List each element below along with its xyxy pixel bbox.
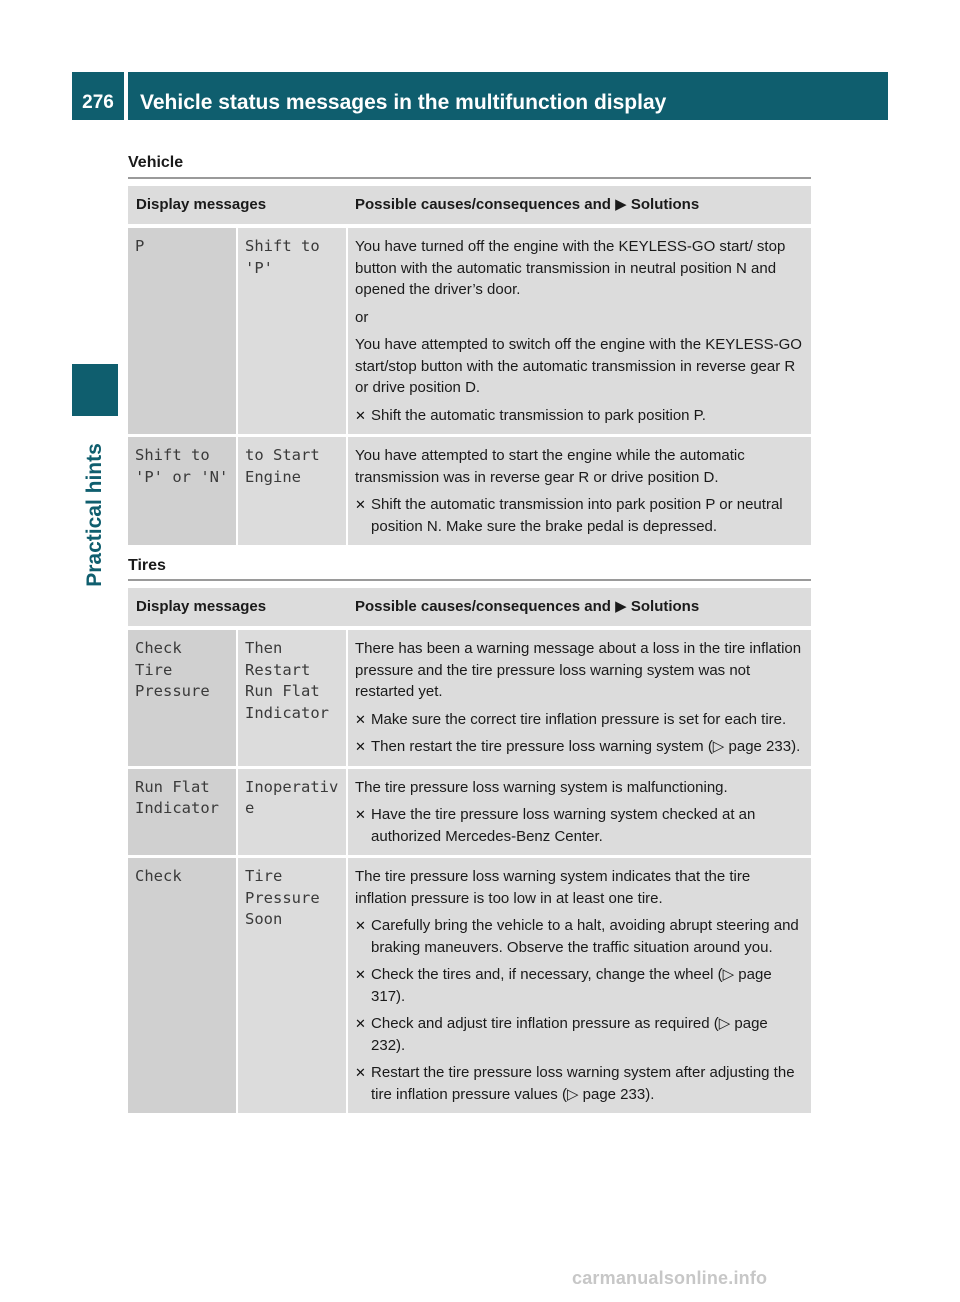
cause-paragraph: The tire pressure loss warning system is malfunctioning. (355, 778, 728, 796)
cause-paragraph: or (355, 308, 369, 326)
page-header (72, 72, 888, 120)
side-tab-label: Practical hints (83, 443, 106, 587)
solution-step-text: Make sure the correct tire inflation pressure is set for each tire. (371, 710, 787, 728)
display-message-part1 (128, 226, 237, 436)
display-message-text: Tire Pressure Soon (245, 867, 320, 928)
solution-step (355, 964, 805, 1007)
step-marker-icon: ✕ (355, 967, 366, 982)
tires-messages-table (128, 588, 811, 1116)
solution-step (355, 804, 805, 847)
table-row (128, 857, 811, 1115)
solution-step (355, 494, 805, 537)
solution-step-text: Check and adjust tire inflation pressure as required (▷ page 232). (371, 1015, 768, 1054)
solution-step-text: Shift the automatic transmission to park position P. (371, 406, 706, 424)
causes-solutions-cell (347, 628, 811, 767)
cause-paragraph: The tire pressure loss warning system indicates that the tire inflation pressure is too low in at least one tire. (355, 868, 751, 907)
watermark: carmanualsonline.info (572, 1268, 768, 1288)
step-marker-icon: ✕ (355, 407, 366, 423)
page-title: Vehicle status messages in the multifunction display (128, 72, 888, 120)
solution-step-text: Restart the tire pressure loss warning system after adjusting the tire inflation pressure values (▷ page 233). (371, 1064, 795, 1103)
causes-solutions-cell (347, 226, 811, 436)
display-message-part2 (237, 226, 347, 436)
solution-step (355, 709, 805, 731)
vehicle-messages-table (128, 186, 811, 548)
display-message-text: Inoperativ e (245, 777, 339, 817)
step-marker-icon: ✕ (355, 711, 366, 727)
solution-step (355, 1013, 805, 1056)
table-row (128, 767, 811, 857)
display-message-text: Check Tire Pressure (135, 639, 210, 700)
header-solutions-suffix: Solutions (626, 196, 700, 214)
section-rule (128, 579, 811, 581)
display-message-part1 (128, 767, 237, 857)
header-solutions (347, 588, 811, 628)
solution-step-text: Have the tire pressure loss warning system checked at an authorized Mercedes-Benz Center. (371, 806, 756, 845)
arrow-right-icon: ▶ (615, 598, 627, 616)
display-message-part2 (237, 767, 347, 857)
table-header-row (128, 186, 811, 226)
display-message-text: Shift to 'P' or 'N' (135, 446, 229, 486)
solution-step (355, 915, 805, 958)
causes-solutions-cell (347, 857, 811, 1115)
causes-solutions-cell (347, 767, 811, 857)
table-row (128, 628, 811, 767)
display-message-text: P (135, 237, 145, 255)
solution-step-text: Shift the automatic transmission into park position P or neutral position N. Make sure the brake pedal is depressed. (371, 496, 783, 535)
cause-paragraph: You have attempted to switch off the engine with the KEYLESS-GO start/stop button with the automatic transmission in reverse gear R or drive position D. (355, 336, 802, 396)
header-solutions-prefix: Possible causes/consequences and (355, 598, 616, 616)
side-tab-marker (72, 364, 118, 416)
step-marker-icon: ✕ (355, 497, 366, 512)
header-solutions-suffix: Solutions (626, 598, 700, 616)
table-row (128, 436, 811, 547)
solution-step (355, 736, 805, 758)
page-number: 276 (72, 72, 124, 120)
table-header-row (128, 588, 811, 628)
solution-step (355, 405, 805, 427)
display-message-text: to Start Engine (245, 446, 320, 486)
step-marker-icon: ✕ (355, 918, 366, 933)
side-tab (72, 420, 118, 610)
display-message-part1 (128, 628, 237, 767)
display-message-part1 (128, 436, 237, 547)
table-row (128, 226, 811, 436)
display-message-part2 (237, 857, 347, 1115)
section-title-vehicle: Vehicle (128, 154, 184, 171)
display-message-part2 (237, 628, 347, 767)
section-rule (128, 177, 811, 179)
display-message-text: Then Restart Run Flat Indicator (245, 639, 329, 722)
step-marker-icon: ✕ (355, 739, 366, 754)
display-message-part1 (128, 857, 237, 1115)
cause-paragraph: You have attempted to start the engine while the automatic transmission was in reverse gear R or drive position D. (355, 447, 745, 486)
step-marker-icon: ✕ (355, 807, 366, 822)
section-title-tires: Tires (128, 557, 166, 574)
display-message-text: Check (135, 867, 182, 885)
solution-step-text: Then restart the tire pressure loss warning system (▷ page 233). (371, 738, 801, 755)
solution-step-text: Carefully bring the vehicle to a halt, avoiding abrupt steering and braking maneuvers. Observe the traffic situation around you. (371, 917, 799, 956)
causes-solutions-cell (347, 436, 811, 547)
display-message-text: Run Flat Indicator (135, 777, 219, 817)
step-marker-icon: ✕ (355, 1065, 366, 1080)
display-message-text: Shift to 'P' (245, 237, 320, 277)
solution-step (355, 1062, 805, 1105)
cause-paragraph: There has been a warning message about a loss in the tire inflation pressure and the tire pressure loss warning system was not restarted yet. (355, 640, 802, 700)
header-display-messages: Display messages (128, 186, 347, 226)
header-display-messages: Display messages (128, 588, 347, 628)
cause-paragraph: You have turned off the engine with the KEYLESS-GO start/ stop button with the automatic transmission in neutral position N and opened the driver’s door. (355, 238, 786, 298)
step-marker-icon: ✕ (355, 1016, 366, 1031)
arrow-right-icon: ▶ (615, 196, 627, 214)
header-solutions-prefix: Possible causes/consequences and (355, 196, 616, 214)
solution-step-text: Check the tires and, if necessary, change the wheel (▷ page 317). (371, 966, 772, 1005)
header-solutions (347, 186, 811, 226)
display-message-part2 (237, 436, 347, 547)
